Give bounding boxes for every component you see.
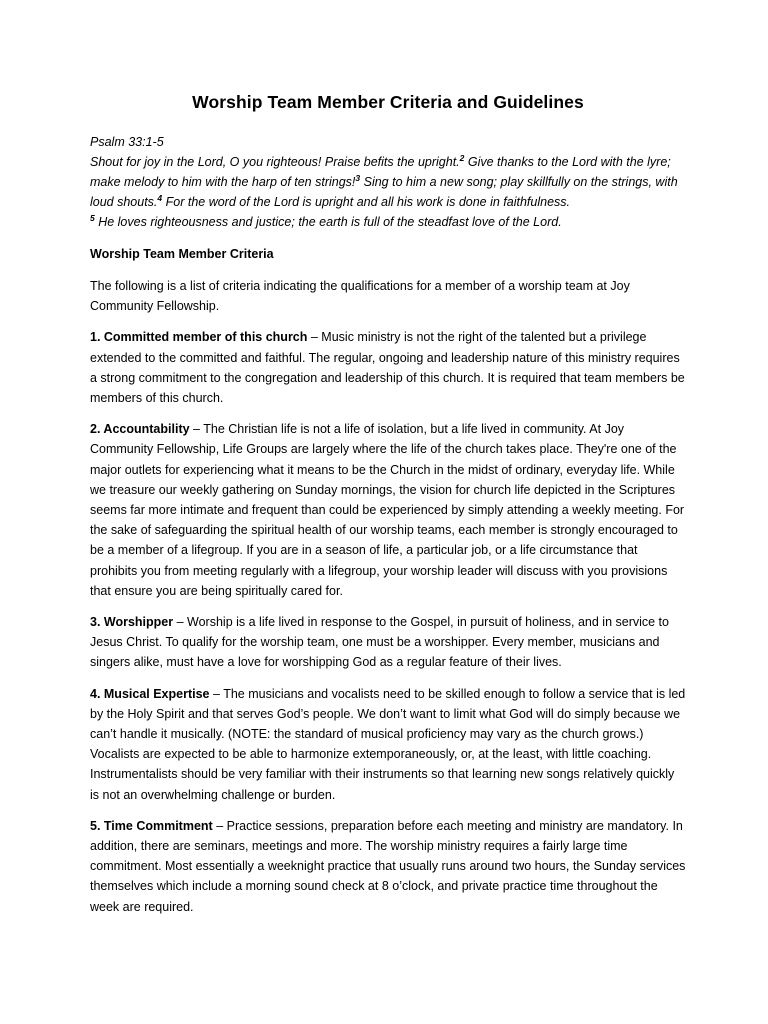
criterion-label: 1. Committed member of this church <box>90 330 308 345</box>
criterion-text: – The Christian life is not a life of isolation, but a life lived in community. At Joy Community Fellowship, Life Groups are largely where the life of the church takes place. They're one of the major outlets for experiencing what it means to be the Church in the midst of ordinary, everyday life. While we treasure our weekly gathering on Sunday mornings, the vision for church life depicted in the Scriptures seems far more intimate and frequent than could be experienced by simply attending a weekly meeting. For the sake of safeguarding the spiritual health of our worship teams, each member is strongly encouraged to be a member of a lifegroup. If you are in a season of life, a particular job, or a life circumstance that prohibits you from meeting regularly with a lifegroup, your worship leader will discuss with you provisions that ensure you are being spiritually cared for. <box>90 422 685 598</box>
criterion-label: 3. Worshipper <box>90 615 174 630</box>
verse-number-4: 4 <box>157 193 163 203</box>
document-content <box>90 92 686 928</box>
psalm-verse-1: Shout for joy in the Lord, O you righteous! Praise befits the upright. <box>90 155 460 169</box>
criterion-time-commitment <box>90 816 686 917</box>
criterion-text: – Worship is a life lived in response to the Gospel, in pursuit of holiness, and in service to Jesus Christ. To qualify for the worship team, one must be a worshipper. Every member, musicians and singers alike, must have a love for worshipping God as a regular feature of their lives. <box>90 615 669 670</box>
criteria-intro: The following is a list of criteria indicating the qualifications for a member of a worship team at Joy Community Fellowship. <box>90 279 630 314</box>
criterion-committed-member <box>90 327 686 408</box>
verse-number-5: 5 <box>90 213 95 223</box>
psalm-verse-5: He loves righteousness and justice; the earth is full of the steadfast love of the Lord. <box>94 215 562 229</box>
psalm-reference: Psalm 33:1-5 <box>90 135 164 149</box>
criterion-text: – The musicians and vocalists need to be skilled enough to follow a service that is led by the Holy Spirit and that serves God’s people. We don’t want to limit what God will do simply because we can’t handle it musically. (NOTE: the standard of musical proficiency may vary as the church grows.) Vocalists are expected to be able to harmonize extemporaneously, or, at the least, with little coaching. Instrumentalists should be very familiar with their instruments so that learning new songs relatively quickly is not an overwhelming challenge or burden. <box>90 686 686 802</box>
psalm-verse-4: For the word of the Lord is upright and all his work is done in faithfulness. <box>162 195 571 209</box>
verse-number-3: 3 <box>355 173 361 183</box>
document-title: Worship Team Member Criteria and Guidelines <box>192 92 584 112</box>
criterion-text: – Practice sessions, preparation before each meeting and ministry are mandatory. In addition, there are seminars, meetings and more. The worship ministry requires a fairly large time commitment. Most essentially a weeknight practice that usually runs around two hours, the Sunday services themselves which include a morning sound check at 8 o’clock, and private practice time throughout the week are required. <box>90 818 686 914</box>
verse-number-2: 2 <box>459 153 465 163</box>
criterion-label: 5. Time Commitment <box>90 818 213 833</box>
criterion-label: 4. Musical Expertise <box>90 686 210 701</box>
criterion-musical-expertise <box>90 684 686 805</box>
psalm-verse-3: Sing to him a new song; play skillfully on the strings, with loud shouts. <box>90 175 678 209</box>
criterion-label: 2. Accountability <box>90 422 190 437</box>
psalm-passage <box>90 132 686 232</box>
psalm-verse-2: Give thanks to the Lord with the lyre; make melody to him with the harp of ten strings! <box>90 155 671 189</box>
criterion-accountability <box>90 419 686 601</box>
criteria-section-heading: Worship Team Member Criteria <box>90 247 274 261</box>
criterion-worshipper <box>90 612 686 673</box>
criterion-text: – Music ministry is not the right of the talented but a privilege extended to the committed and faithful. The regular, ongoing and leadership nature of this ministry requires a strong commitment to the congregation and leadership of this church. It is required that team members be members of this church. <box>90 330 685 406</box>
